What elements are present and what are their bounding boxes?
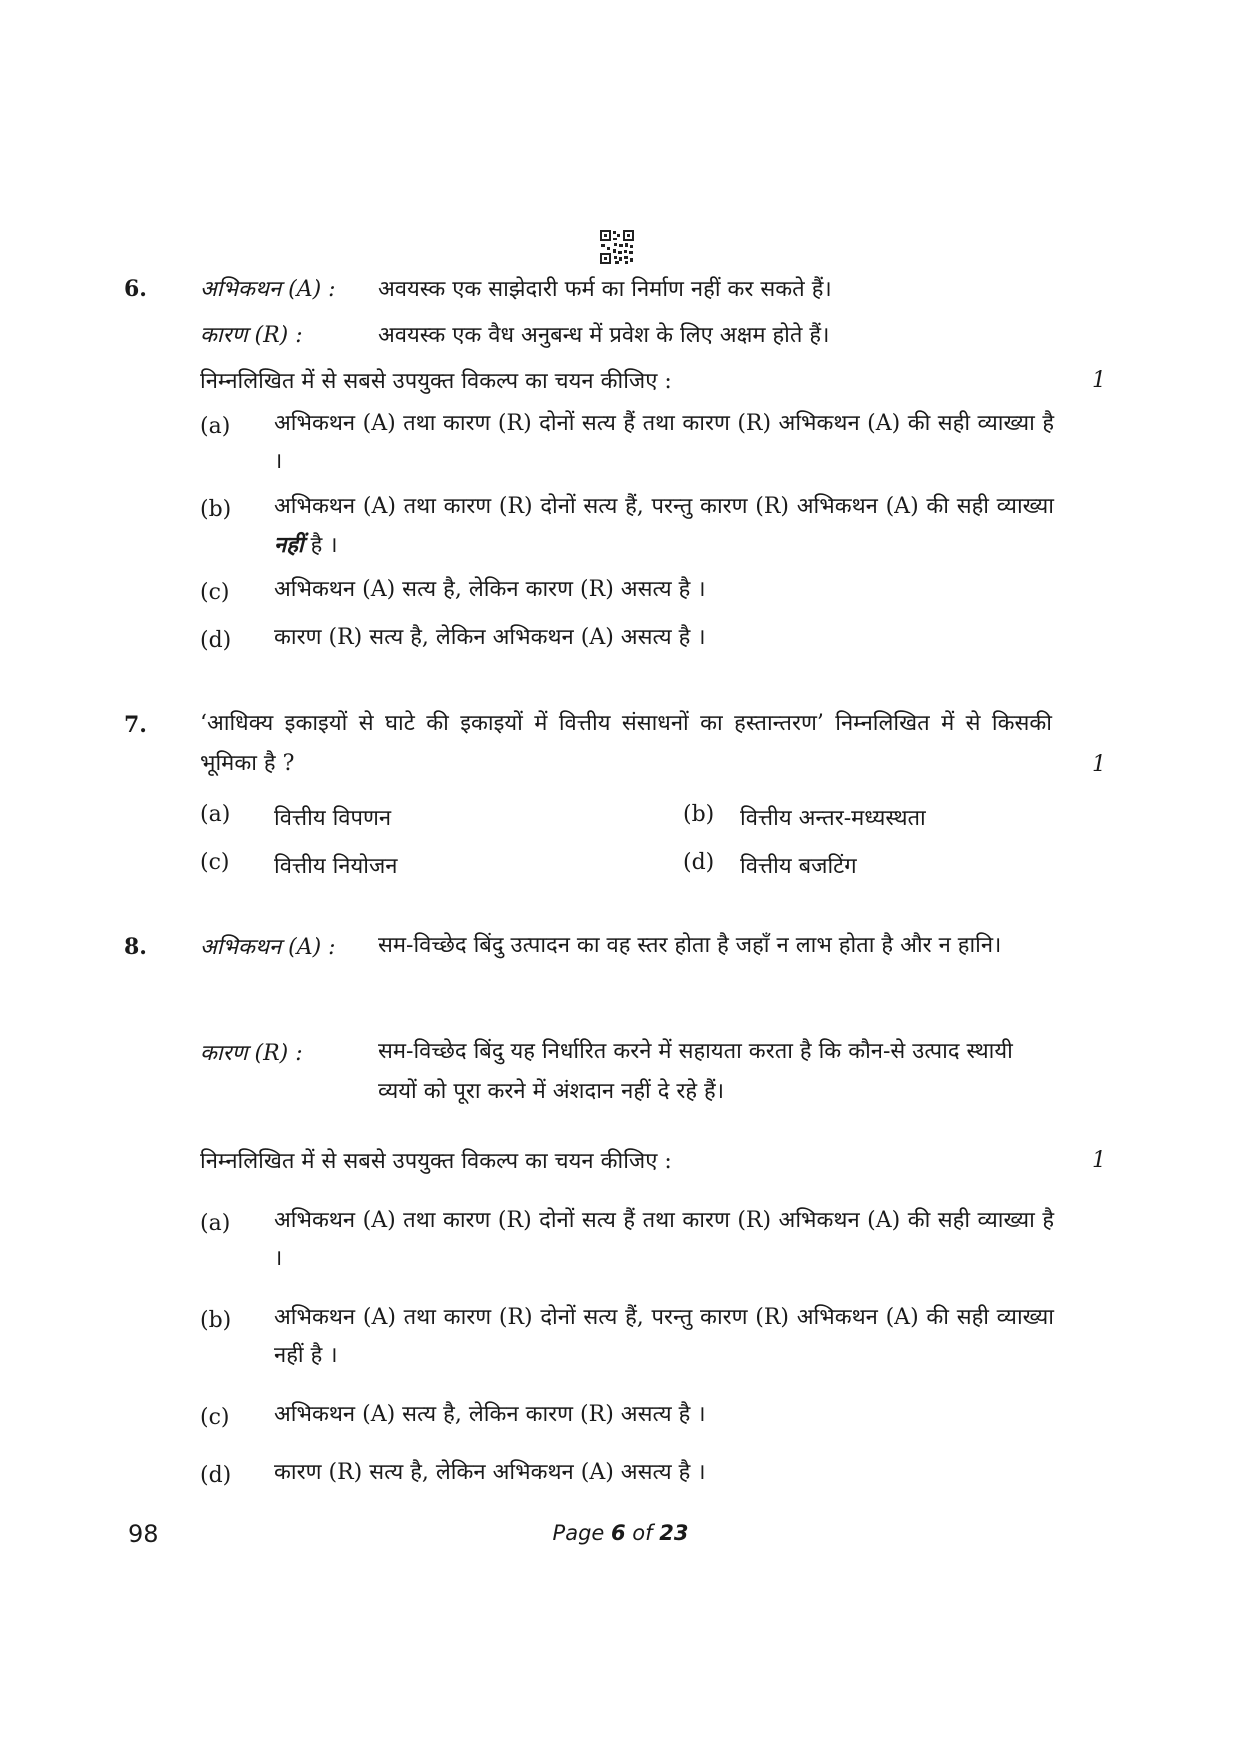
- q6-assertion-text: अवयस्क एक साझेदारी फर्म का निर्माण नहीं कर सकते हैं।: [378, 277, 832, 302]
- q6-option-b-text: अभिकथन (A) तथा कारण (R) दोनों सत्य हैं, परन्तु कारण (R) अभिकथन (A) की सही व्याख्या नहीं है ।: [274, 494, 1054, 558]
- q7-option-a-text: वित्तीय विपणन: [274, 806, 392, 831]
- q8-option-c-label: (c): [200, 1405, 230, 1430]
- q6-option-a-text: अभिकथन (A) तथा कारण (R) दोनों सत्य हैं तथा कारण (R) अभिकथन (A) की सही व्याख्या है ।: [274, 411, 1054, 474]
- q6-option-b-emphasis: नहीं: [274, 532, 304, 558]
- q7-option-b-text: वित्तीय अन्तर-मध्यस्थता: [740, 806, 926, 831]
- q7-option-c-label: (c): [200, 850, 230, 875]
- question-8-number: 8.: [124, 934, 147, 960]
- q8-option-d-text: कारण (R) सत्य है, लेकिन अभिकथन (A) असत्य है ।: [274, 1460, 706, 1485]
- q8-instruction: निम्नलिखित में से सबसे उपयुक्त विकल्प का चयन कीजिए :: [200, 1149, 672, 1174]
- q6-option-c-text: अभिकथन (A) सत्य है, लेकिन कारण (R) असत्य है ।: [274, 577, 706, 602]
- page-number: Page 6 of 23: [552, 1521, 689, 1545]
- question-7-number: 7.: [124, 712, 147, 738]
- q7-option-d-text: वित्तीय बजटिंग: [740, 854, 857, 879]
- q6-assertion-label: अभिकथन (A) :: [200, 277, 336, 302]
- q8-option-a-text: अभिकथन (A) तथा कारण (R) दोनों सत्य हैं तथा कारण (R) अभिकथन (A) की सही व्याख्या है ।: [274, 1208, 1054, 1271]
- q8-reason-label: कारण (R) :: [200, 1041, 303, 1066]
- q7-option-d-label: (d): [683, 850, 715, 875]
- q7-option-c-text: वित्तीय नियोजन: [274, 854, 398, 879]
- q7-marks: 1: [1092, 752, 1106, 777]
- q6-instruction: निम्नलिखित में से सबसे उपयुक्त विकल्प का चयन कीजिए :: [200, 369, 672, 394]
- paper-code: 98: [128, 1520, 159, 1548]
- qr-code-icon: [599, 229, 635, 265]
- q6-option-d-text: कारण (R) सत्य है, लेकिन अभिकथन (A) असत्य है ।: [274, 625, 706, 650]
- q6-option-c-label: (c): [200, 580, 230, 605]
- q8-option-b-label: (b): [200, 1308, 232, 1333]
- q7-question-text: ‘आधिक्य इकाइयों से घाटे की इकाइयों में वित्तीय संसाधनों का हस्तान्तरण’ निम्नलिखित में से किसकी भूमिका है ?: [200, 711, 1052, 776]
- q8-option-a-label: (a): [200, 1211, 231, 1236]
- q8-assertion-text: सम-विच्छेद बिंदु उत्पादन का वह स्तर होता है जहाँ न लाभ होता है और न हानि।: [378, 933, 1002, 958]
- q8-option-b-text: अभिकथन (A) तथा कारण (R) दोनों सत्य हैं, परन्तु कारण (R) अभिकथन (A) की सही व्याख्या नहीं है ।: [274, 1305, 1054, 1368]
- q8-option-d-label: (d): [200, 1463, 232, 1488]
- q8-option-c-text: अभिकथन (A) सत्य है, लेकिन कारण (R) असत्य है ।: [274, 1402, 706, 1427]
- q6-option-b-label: (b): [200, 497, 232, 522]
- q8-marks: 1: [1092, 1148, 1106, 1173]
- q8-assertion-label: अभिकथन (A) :: [200, 935, 336, 960]
- q6-marks: 1: [1092, 368, 1106, 393]
- q6-reason-text: अवयस्क एक वैध अनुबन्ध में प्रवेश के लिए अक्षम होते हैं।: [378, 323, 830, 348]
- q6-option-d-label: (d): [200, 628, 232, 653]
- q7-option-a-label: (a): [200, 802, 231, 827]
- q6-option-a-label: (a): [200, 414, 231, 439]
- q6-reason-label: कारण (R) :: [200, 323, 303, 348]
- question-6-number: 6.: [124, 276, 147, 302]
- q7-option-b-label: (b): [683, 802, 715, 827]
- q8-reason-text: सम-विच्छेद बिंदु यह निर्धारित करने में सहायता करता है कि कौन-से उत्पाद स्थायी व्ययों को पूरा करने में अंशदान नहीं दे रहे हैं।: [378, 1039, 1013, 1104]
